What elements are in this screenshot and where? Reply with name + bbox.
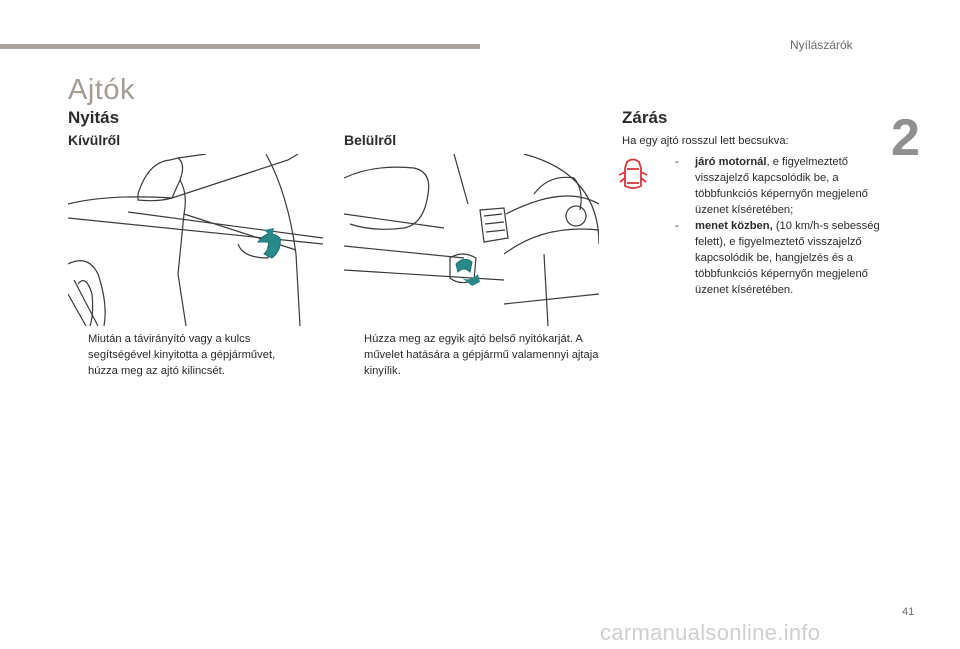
list-item xyxy=(675,218,885,298)
watermark: carmanualsonline.info xyxy=(600,620,821,645)
inside-heading: Belülről xyxy=(344,132,397,148)
chapter-number: 2 xyxy=(891,109,920,167)
closing-intro: Ha egy ajtó rosszul lett becsukva: xyxy=(622,135,789,147)
inside-door-illustration xyxy=(344,154,599,326)
section-header: Nyílászárók xyxy=(790,38,853,52)
list-dash: - xyxy=(675,220,679,232)
inside-instruction xyxy=(344,331,604,379)
list-dash: - xyxy=(675,156,679,168)
opening-heading: Nyitás xyxy=(68,108,120,127)
door-open-warning-icon xyxy=(618,156,648,192)
closing-conditions-list xyxy=(675,154,885,298)
list-item xyxy=(675,154,885,218)
outside-door-illustration xyxy=(68,154,323,326)
outside-instruction xyxy=(68,331,308,379)
list-item-bold: járó motornál xyxy=(695,156,767,168)
outside-instruction-text: Miután a távirányító vagy a kulcs segítségével kinyitotta a gépjárművet, húzza meg az ajtó kilincsét. xyxy=(88,333,276,377)
inside-instruction-text: Húzza meg az egyik ajtó belső nyitókarját. A művelet hatására a gépjármű valamennyi ajtaja kinyílik. xyxy=(364,333,599,377)
page-number: 41 xyxy=(902,606,915,618)
list-item-bold: menet közben, xyxy=(695,220,773,232)
top-accent-bar xyxy=(0,44,480,49)
page-title: Ajtók xyxy=(68,74,135,106)
list-item-text: , e figyelmeztető visszajelző kapcsolódik be, a többfunkciós képernyőn megjelenő üzenet kíséretében; xyxy=(695,156,868,216)
closing-heading: Zárás xyxy=(622,108,668,127)
list-item-text: (10 km/h-s sebesség felett), e figyelmeztető visszajelző kapcsolódik be, hangjelzés és a többfunkciós képernyőn megjelenő üzenet kíséretében. xyxy=(695,220,880,296)
outside-heading: Kívülről xyxy=(68,132,121,148)
